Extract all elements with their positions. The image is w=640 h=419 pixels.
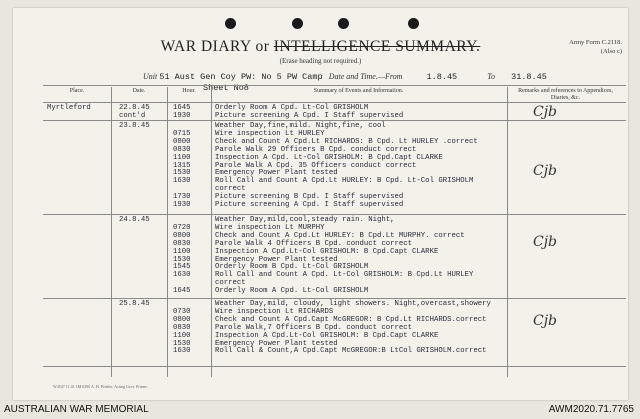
army-form-sublabel: (Also c): [600, 48, 622, 55]
column-divider: [211, 87, 212, 377]
entry-date: 24.8.45: [119, 216, 150, 224]
remarks-initials: Cjb: [533, 104, 558, 120]
title-text: WAR DIARY or: [160, 38, 274, 55]
row-rule: [43, 298, 626, 299]
to-label: To: [487, 72, 495, 81]
army-form-number: [569, 38, 622, 56]
column-divider: [507, 87, 508, 377]
header-place: Place.: [69, 88, 85, 94]
remarks-initials: Cjb: [533, 163, 558, 179]
form-title: [13, 38, 628, 56]
row-rule: [43, 214, 626, 215]
date-time-label: Date and Time.—From: [328, 72, 403, 81]
entry-date: 22.8.45 cont'd: [119, 104, 150, 120]
entry-hours: 0720 0800 0830 1100 1530 1545 1630 1645: [173, 223, 191, 296]
entry-hours: 0730 0800 0830 1100 1530 1630: [173, 307, 191, 356]
header-date: Date.: [132, 88, 146, 94]
column-divider: [167, 87, 168, 377]
remarks-initials: Cjb: [533, 234, 558, 250]
punch-hole: [338, 18, 349, 29]
punch-hole: [408, 18, 419, 29]
punch-hole: [225, 18, 236, 29]
table-bottom-rule: [43, 366, 626, 367]
header-rule: [43, 102, 626, 103]
archive-caption: AUSTRALIAN WAR MEMORIAL: [4, 404, 149, 415]
header-hour: Hour.: [182, 88, 196, 94]
entry-hours: 0715 0800 0830 1100 1315 1530 1630 1730 1930: [173, 129, 191, 210]
header-remarks: Remarks and references to Appendices, Diaries, &c.: [518, 88, 613, 101]
title-struck-text: INTELLIGENCE SUMMARY.: [273, 38, 481, 55]
entry-summary: Weather Day,mild, cloudy, light showers. Night,overcast,showery Wire inspection Lt RICHARDS Check and Count A Cpd.Capt McGREGOR: B Cpd.Lt RICHARDS.correct Parole Walk,7 Officers B Cpd. conduct correct Inspection A Cpd.Lt-Col GRISHOLM: B Cpd.Capt CLARKE Emergency Power Plant tested Roll Call & Count,A Cpd.Capt McGREGOR:B LtCol GRISHOLM.correct: [215, 300, 491, 356]
entry-summary: Orderly Room A Cpd. Lt-Col GRISHOLM Picture screening A Cpd. I Staff supervised: [215, 104, 404, 120]
entry-summary: Weather Day,mild,cool,steady rain. Night, Wire inspection Lt MURPHY Check and Count A Cpd.Lt HURLEY: B Cpd.Lt MURPHY. correct Parole Walk 4 Officers B Cpd. conduct correct Inspection A Cpd.Lt-Col GRISHOLM: B Cpd.Capt CLARKE Emergency Power Plant tested Orderly Room B Cpd. Lt-Col GRISHOLM Roll Call and Count A Cpd. Lt-Col GRISHOLM: B Cpd.Lt HURLEY correct Orderly Room A Cpd. Lt-Col GRISHOLM: [215, 216, 474, 296]
header-summary: Summary of Events and Information.: [313, 88, 404, 94]
entry-date: 25.8.45: [119, 300, 150, 308]
date-to: 31.8.45: [511, 72, 547, 82]
army-form-label: Army Form C.2118.: [569, 39, 622, 46]
entry-summary: Weather Day,fine,mild. Night,fine, cool Wire inspection Lt HURLEY Check and Count A Cpd.Lt RICHARDS: B Cpd. Lt HURLEY .correct Parole Walk 29 Officers B Cpd. conduct correct Inspection A Cpd. Lt-Col GRISHOLM: B Cpd.Capt CLARKE Parole Walk A Cpd. 35 Officers conduct correct Emergency Power Plant tested Roll Call and Count A Cpd.Lt HURLEY: B Cpd. Lt-Col GRISHOLM correct Picture screening B Cpd. I Staff supervised Picture screening A Cpd. I Staff supervised: [215, 122, 478, 210]
unit-value: 51 Aust Gen Coy PW: No 5 PW Camp: [159, 72, 323, 82]
entry-place: Myrtleford: [47, 104, 91, 112]
unit-label: Unit: [143, 72, 158, 81]
punch-hole: [292, 18, 303, 29]
entry-hours: 1645 1930: [173, 104, 191, 120]
archive-reference: AWM2020.71.7765: [548, 404, 634, 415]
printer-imprint: W4547 11.41 1M 6390 A. H. Pettifer, Acting Govt. Printer.: [53, 384, 148, 389]
entry-date: 23.8.45: [119, 122, 150, 130]
date-from: 1.8.45: [426, 72, 458, 82]
sheet-number: Sheet No8: [203, 83, 249, 93]
form-subtitle: (Erase heading not required.): [279, 57, 362, 65]
remarks-initials: Cjb: [533, 313, 558, 329]
diary-sheet: [13, 8, 628, 400]
column-divider: [111, 87, 112, 377]
table-top-rule: [43, 85, 626, 86]
